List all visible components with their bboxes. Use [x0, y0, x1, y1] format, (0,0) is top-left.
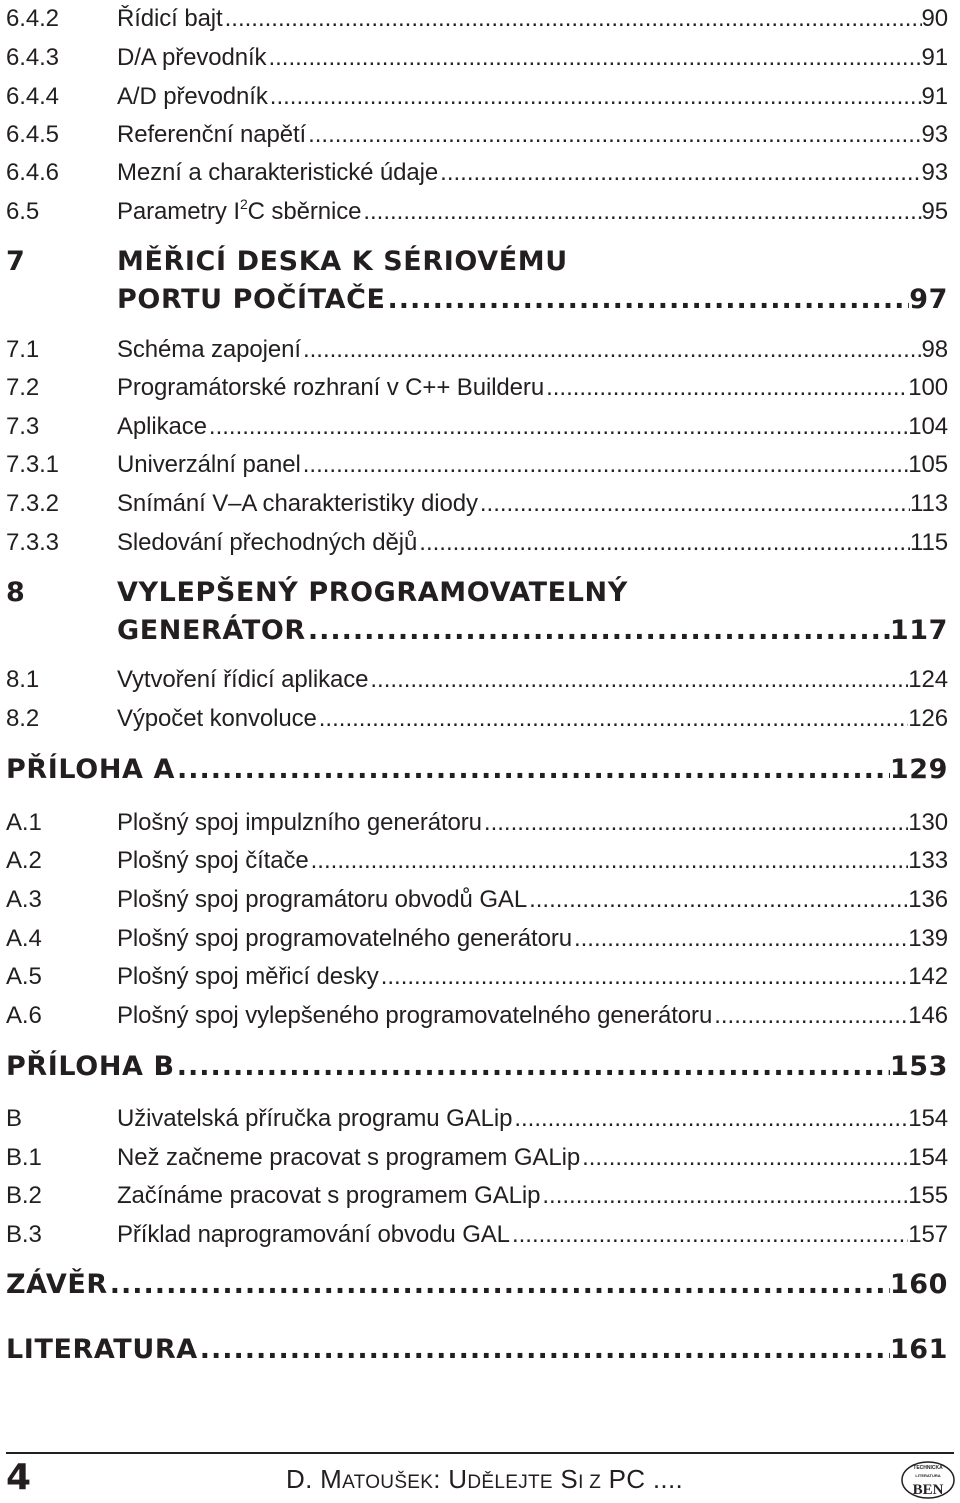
toc-entry[interactable]	[6, 704, 948, 734]
entry-number: B.3	[6, 1221, 42, 1248]
entry-title: Plošný spoj čítače	[117, 847, 309, 874]
entry-title: Uživatelská příručka programu GALip	[117, 1105, 513, 1132]
conclusion-page: 160	[889, 1269, 948, 1300]
appendix-heading[interactable]	[6, 751, 948, 789]
dot-leader	[266, 43, 921, 73]
dot-leader	[438, 158, 921, 188]
entry-page: 146	[908, 1002, 948, 1029]
entry-number: 6.4.2	[6, 5, 59, 32]
literature-title: LITERATURA	[6, 1334, 198, 1365]
entry-page: 155	[908, 1182, 948, 1209]
entry-number: 6.4.4	[6, 83, 59, 110]
entry-title: Aplikace	[117, 413, 207, 440]
dot-leader	[306, 120, 921, 150]
toc-entry[interactable]	[6, 924, 948, 954]
entry-title: Vytvoření řídicí aplikace	[117, 666, 369, 693]
toc-entry[interactable]	[6, 373, 948, 403]
entry-number: 7.3.3	[6, 529, 59, 556]
entry-number: A.6	[6, 1002, 42, 1029]
running-title-smallcaps: I Z	[578, 1472, 602, 1493]
toc-entry[interactable]	[6, 82, 948, 112]
toc-entry[interactable]	[6, 1104, 948, 1134]
dot-leader	[317, 704, 908, 734]
entry-page: 93	[921, 159, 948, 186]
toc-entry[interactable]	[6, 489, 948, 519]
dot-leader	[309, 846, 909, 876]
toc-entry[interactable]	[6, 808, 948, 838]
entry-number: 7.2	[6, 374, 40, 401]
toc-entry[interactable]	[6, 1220, 948, 1250]
entry-title: D/A převodník	[117, 44, 267, 71]
chapter-number: 8	[6, 577, 26, 608]
entry-title: Schéma zapojení	[117, 336, 301, 363]
appendix-page: 129	[889, 754, 948, 785]
entry-page: 139	[908, 925, 948, 952]
entry-title: Programátorské rozhraní v C++ Builderu	[117, 374, 545, 401]
entry-number: A.2	[6, 847, 42, 874]
toc-entry[interactable]	[6, 1181, 948, 1211]
toc-entry[interactable]	[6, 43, 948, 73]
entry-title-part: Parametry I	[117, 198, 240, 225]
entry-number: 8.2	[6, 705, 40, 732]
chapter-title-line: GENERÁTOR	[117, 615, 306, 646]
toc-entry[interactable]	[6, 962, 948, 992]
toc-entry[interactable]	[6, 1143, 948, 1173]
running-title	[286, 1463, 683, 1499]
entry-title: A/D převodník	[117, 83, 268, 110]
entry-page: 95	[921, 198, 948, 225]
conclusion-title: ZÁVĚR	[6, 1269, 108, 1300]
toc-entry[interactable]	[6, 665, 948, 695]
literature-heading[interactable]	[6, 1331, 948, 1369]
dot-leader	[301, 335, 922, 365]
logo-main-text: BEN	[912, 1482, 944, 1498]
chapter-page: 97	[909, 284, 948, 315]
dot-leader	[512, 1104, 908, 1134]
dot-leader	[540, 1181, 908, 1211]
entry-page: 154	[908, 1144, 948, 1171]
entry-page: 124	[908, 666, 948, 693]
dot-leader	[379, 962, 909, 992]
entry-page: 142	[908, 963, 948, 990]
entry-page: 157	[908, 1221, 948, 1248]
chapter-title-line: VYLEPŠENÝ PROGRAMOVATELNÝ	[117, 577, 628, 608]
entry-page: 154	[908, 1105, 948, 1132]
dot-leader	[482, 808, 908, 838]
chapter-heading[interactable]	[6, 574, 948, 650]
running-title-part: PC ....	[601, 1464, 684, 1494]
entry-number: B.1	[6, 1144, 42, 1171]
toc-entry[interactable]	[6, 1001, 948, 1031]
entry-title	[117, 197, 361, 227]
dot-leader	[301, 450, 909, 480]
entry-page: 105	[908, 451, 948, 478]
toc-entry[interactable]	[6, 197, 948, 227]
running-title-smallcaps: ATOUŠEK	[342, 1472, 434, 1493]
entry-title: Příklad naprogramování obvodu GAL	[117, 1221, 510, 1248]
conclusion-heading[interactable]	[6, 1266, 948, 1304]
entry-page: 136	[908, 886, 948, 913]
running-title-part: D. M	[286, 1464, 343, 1494]
footer-rule	[6, 1452, 954, 1454]
entry-page: 126	[908, 705, 948, 732]
entry-number: A.4	[6, 925, 42, 952]
toc-entry[interactable]	[6, 4, 948, 34]
entry-title: Než začneme pracovat s programem GALip	[117, 1144, 581, 1171]
entry-number: 6.4.3	[6, 44, 59, 71]
entry-title: Mezní a charakteristické údaje	[117, 159, 439, 186]
superscript: 2	[239, 196, 248, 212]
entry-title-part: C sběrnice	[247, 198, 362, 225]
entry-page: 91	[921, 83, 948, 110]
entry-page: 130	[908, 809, 948, 836]
entry-title: Začínáme pracovat s programem GALip	[117, 1182, 541, 1209]
dot-leader	[712, 1001, 908, 1031]
dot-leader	[527, 885, 908, 915]
toc-entry[interactable]	[6, 335, 948, 365]
toc-entry[interactable]	[6, 528, 948, 558]
entry-number: 7.3.1	[6, 451, 59, 478]
entry-page: 90	[921, 5, 948, 32]
entry-number: A.5	[6, 963, 42, 990]
page-number: 4	[6, 1457, 32, 1498]
dot-leader	[108, 1266, 890, 1304]
running-title-part: : U	[433, 1464, 468, 1494]
entry-title: Plošný spoj vylepšeného programovatelného generátoru	[117, 1002, 713, 1029]
entry-page: 98	[921, 336, 948, 363]
dot-leader	[368, 665, 908, 695]
logo-bottom-text: LITERATURA	[915, 1473, 941, 1478]
entry-page: 100	[908, 374, 948, 401]
entry-page: 104	[908, 413, 948, 440]
literature-page: 161	[889, 1334, 948, 1365]
entry-number: 6.4.6	[6, 159, 59, 186]
toc-entry[interactable]	[6, 846, 948, 876]
running-title-smallcaps: DĚLEJTE	[467, 1472, 553, 1493]
entry-number: 6.5	[6, 198, 40, 225]
running-title-part: S	[552, 1464, 579, 1494]
publisher-logo	[900, 1460, 956, 1500]
entry-page: 91	[921, 44, 948, 71]
entry-title: Plošný spoj impulzního generátoru	[117, 809, 482, 836]
appendix-title: PŘÍLOHA B	[6, 1051, 175, 1082]
dot-leader	[207, 412, 908, 442]
dot-leader	[417, 528, 910, 558]
appendix-title: PŘÍLOHA A	[6, 754, 176, 785]
chapter-page: 117	[889, 615, 948, 646]
entry-title: Referenční napětí	[117, 121, 307, 148]
dot-leader	[361, 197, 921, 227]
appendix-page: 153	[889, 1051, 948, 1082]
dot-leader	[268, 82, 922, 112]
entry-title: Plošný spoj programovatelného generátoru	[117, 925, 572, 952]
entry-page: 93	[921, 121, 948, 148]
dot-leader	[198, 1331, 890, 1369]
entry-number: 7.3.2	[6, 490, 59, 517]
entry-title: Výpočet konvoluce	[117, 705, 317, 732]
entry-title: Univerzální panel	[117, 451, 301, 478]
entry-title: Plošný spoj programátoru obvodů GAL	[117, 886, 528, 913]
dot-leader	[175, 751, 890, 789]
chapter-title-line: MĚŘICÍ DESKA K SÉRIOVÉMU	[117, 246, 568, 277]
dot-leader	[572, 924, 908, 954]
toc-entry[interactable]	[6, 158, 948, 188]
toc-entry[interactable]	[6, 885, 948, 915]
dot-leader	[580, 1143, 908, 1173]
entry-page: 133	[908, 847, 948, 874]
logo-top-text: TECHNICKÁ	[913, 1465, 943, 1471]
toc-entry[interactable]	[6, 120, 948, 150]
entry-number: B	[6, 1105, 22, 1132]
chapter-number: 7	[6, 246, 26, 277]
entry-page: 115	[910, 529, 948, 556]
dot-leader	[510, 1220, 908, 1250]
entry-page: 113	[910, 490, 948, 517]
entry-number: 7.1	[6, 336, 40, 363]
entry-number: B.2	[6, 1182, 42, 1209]
entry-title: Snímání V–A charakteristiky diody	[117, 490, 478, 517]
entry-number: 6.4.5	[6, 121, 59, 148]
entry-number: A.1	[6, 809, 42, 836]
entry-number: 8.1	[6, 666, 40, 693]
toc-entry[interactable]	[6, 412, 948, 442]
dot-leader	[306, 612, 890, 650]
appendix-heading[interactable]	[6, 1048, 948, 1086]
entry-title: Sledování přechodných dějů	[117, 529, 418, 556]
dot-leader	[478, 489, 910, 519]
entry-number: 7.3	[6, 413, 40, 440]
chapter-title-line: PORTU POČÍTAČE	[117, 284, 386, 315]
entry-title: Řídicí bajt	[117, 5, 223, 32]
chapter-heading[interactable]	[6, 243, 948, 319]
toc-entry[interactable]	[6, 450, 948, 480]
dot-leader	[544, 373, 908, 403]
entry-number: A.3	[6, 886, 42, 913]
dot-leader	[386, 281, 910, 319]
dot-leader	[175, 1048, 890, 1086]
dot-leader	[223, 4, 922, 34]
entry-title: Plošný spoj měřicí desky	[117, 963, 379, 990]
